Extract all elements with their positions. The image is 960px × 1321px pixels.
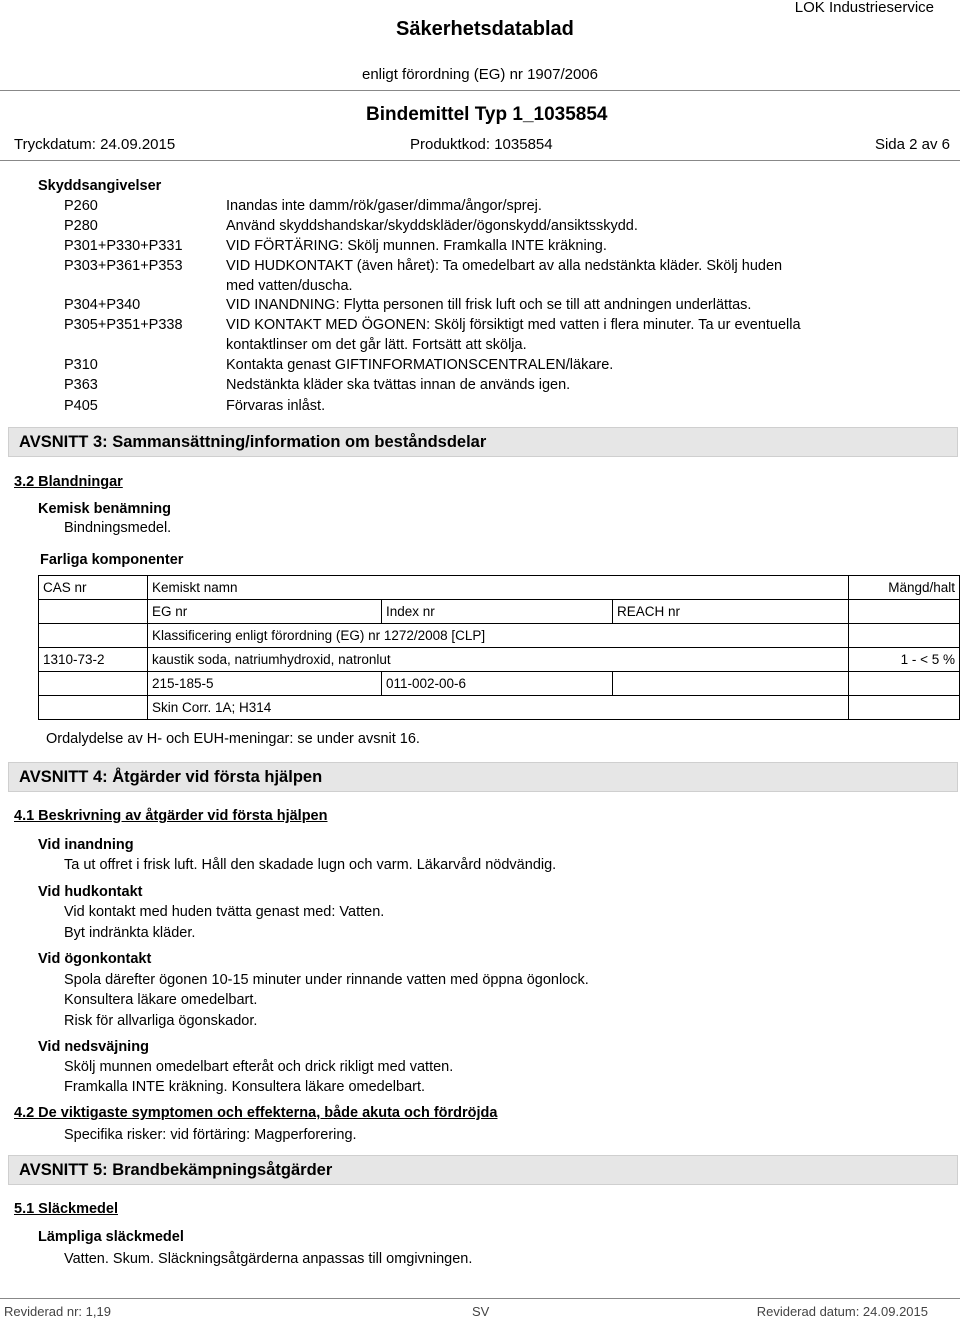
table-row [39,648,960,672]
product-name: Bindemittel Typ 1_1035854 [366,104,608,125]
section-5-header [8,1155,958,1185]
document-title: Säkerhetsdatablad [396,18,574,40]
skin-contact-text: Vid kontakt med huden tvätta genast med: Vatten. [64,904,385,920]
ingestion-text: Framkalla INTE kräkning. Konsultera läkare omedelbart. [64,1079,426,1095]
header-index: Index nr [382,600,613,624]
eye-contact-text: Risk för allvarliga ögonskador. [64,1013,258,1029]
chemical-name-value: Bindningsmedel. [64,520,172,536]
header-amount: Mängd/halt [849,576,960,600]
header-chemical-name: Kemiskt namn [148,576,849,600]
precaution-text: Använd skyddshandskar/skyddskläder/ögonskydd/ansiktsskydd. [226,218,638,234]
revision-date: Reviderad datum: 24.09.2015 [756,1304,928,1319]
components-table [38,575,960,720]
symptoms-text: Specifika risker: vid förtäring: Magperforering. [64,1127,357,1143]
inhalation-label: Vid inandning [38,837,134,853]
section-5-title: AVSNITT 5: Brandbekämpningsåtgärder [19,1161,333,1179]
cas-number: 1310-73-2 [39,648,148,672]
header-classification: Klassificering enligt förordning (EG) nr 1272/2008 [CLP] [148,624,849,648]
table-subheader-row [39,624,960,648]
precaution-text: VID KONTAKT MED ÖGONEN: Skölj försiktigt med vatten i flera minuter. Ta ur eventuella [226,317,801,333]
empty-cell [39,696,148,720]
print-date: Tryckdatum: 24.09.2015 [14,136,176,153]
eye-contact-text: Spola därefter ögonen 10-15 minuter under rinnande vatten med öppna ögonlock. [64,972,589,988]
empty-cell [39,672,148,696]
regulation-line: enligt förordning (EG) nr 1907/2006 [362,66,598,83]
extinguishing-media-text: Vatten. Skum. Släckningsåtgärderna anpassas till omgivningen. [64,1251,473,1267]
precaution-code: P280 [64,218,98,234]
precaution-text: Inandas inte damm/rök/gaser/dimma/ångor/sprej. [226,198,542,214]
precautions-heading: Skyddsangivelser [38,178,162,194]
chemical-name-label: Kemisk benämning [38,501,171,517]
empty-cell [849,600,960,624]
extinguishing-media-label: Lämpliga släckmedel [38,1229,184,1245]
header-divider [0,90,960,91]
precaution-text: VID INANDNING: Flytta personen till frisk luft och se till att andningen underlättas. [226,297,752,313]
language-code: SV [472,1304,490,1319]
index-number: 011-002-00-6 [382,672,613,696]
header-reach: REACH nr [613,600,849,624]
subsection-5-1: 5.1 Släckmedel [14,1201,118,1217]
skin-contact-text: Byt indränkta kläder. [64,925,196,941]
header-eg: EG nr [148,600,382,624]
precaution-code: P304+P340 [64,297,141,313]
h-statements-note: Ordalydelse av H- och EUH-meningar: se under avsnit 16. [46,731,420,747]
empty-cell [849,624,960,648]
hazardous-components-label: Farliga komponenter [40,552,184,568]
skin-contact-label: Vid hudkontakt [38,884,143,900]
empty-cell [849,696,960,720]
precaution-text: Kontakta genast GIFTINFORMATIONSCENTRALEN/läkare. [226,357,614,373]
company-name: LOK Industrieservice [794,0,934,16]
eye-contact-text: Konsultera läkare omedelbart. [64,992,258,1008]
reach-number [613,672,849,696]
table-row [39,696,960,720]
product-code: Produktkod: 1035854 [410,136,553,153]
table-row [39,672,960,696]
component-name: kaustik soda, natriumhydroxid, natronlut [148,648,849,672]
footer-divider [0,1298,960,1299]
precaution-text: Nedstänkta kläder ska tvättas innan de används igen. [226,377,571,393]
page-number: Sida 2 av 6 [874,136,950,153]
revision-number: Reviderad nr: 1,19 [4,1304,111,1319]
header-cas: CAS nr [39,576,148,600]
precaution-code: P260 [64,198,98,214]
eg-number: 215-185-5 [148,672,382,696]
subsection-4-2: 4.2 De viktigaste symptomen och effekterna, både akuta och fördröjda [14,1105,498,1121]
header-bottom-divider [0,160,960,161]
table-subheader-row [39,600,960,624]
precaution-text: VID HUDKONTAKT (även håret): Ta omedelbart av alla nedstänkta kläder. Skölj huden [226,258,783,274]
precaution-code: P305+P351+P338 [64,317,183,333]
precaution-code: P405 [64,398,98,414]
precaution-code: P363 [64,377,98,393]
section-3-title: AVSNITT 3: Sammansättning/information om beståndsdelar [19,433,487,451]
section-3-header [8,427,958,457]
precaution-text: VID FÖRTÄRING: Skölj munnen. Framkalla INTE kräkning. [226,238,607,254]
section-4-title: AVSNITT 4: Åtgärder vid första hjälpen [19,768,323,786]
empty-cell [39,600,148,624]
inhalation-text: Ta ut offret i frisk luft. Håll den skadade lugn och varm. Läkarvård nödvändig. [64,857,557,873]
classification: Skin Corr. 1A; H314 [148,696,849,720]
eye-contact-label: Vid ögonkontakt [38,951,152,967]
precaution-code: P303+P361+P353 [64,258,183,274]
table-header-row [39,576,960,600]
precaution-text: med vatten/duscha. [226,278,353,294]
empty-cell [849,672,960,696]
precaution-text: Förvaras inlåst. [226,398,326,414]
precaution-code: P310 [64,357,98,373]
ingestion-label: Vid nedsväjning [38,1039,149,1055]
component-amount: 1 - < 5 % [849,648,960,672]
precaution-text: kontaktlinser om det går lätt. Fortsätt att skölja. [226,337,527,353]
ingestion-text: Skölj munnen omedelbart efteråt och drick rikligt med vatten. [64,1059,454,1075]
subsection-4-1: 4.1 Beskrivning av åtgärder vid första hjälpen [14,808,328,824]
section-4-header [8,762,958,792]
empty-cell [39,624,148,648]
subsection-3-2: 3.2 Blandningar [14,474,123,490]
precaution-code: P301+P330+P331 [64,238,183,254]
